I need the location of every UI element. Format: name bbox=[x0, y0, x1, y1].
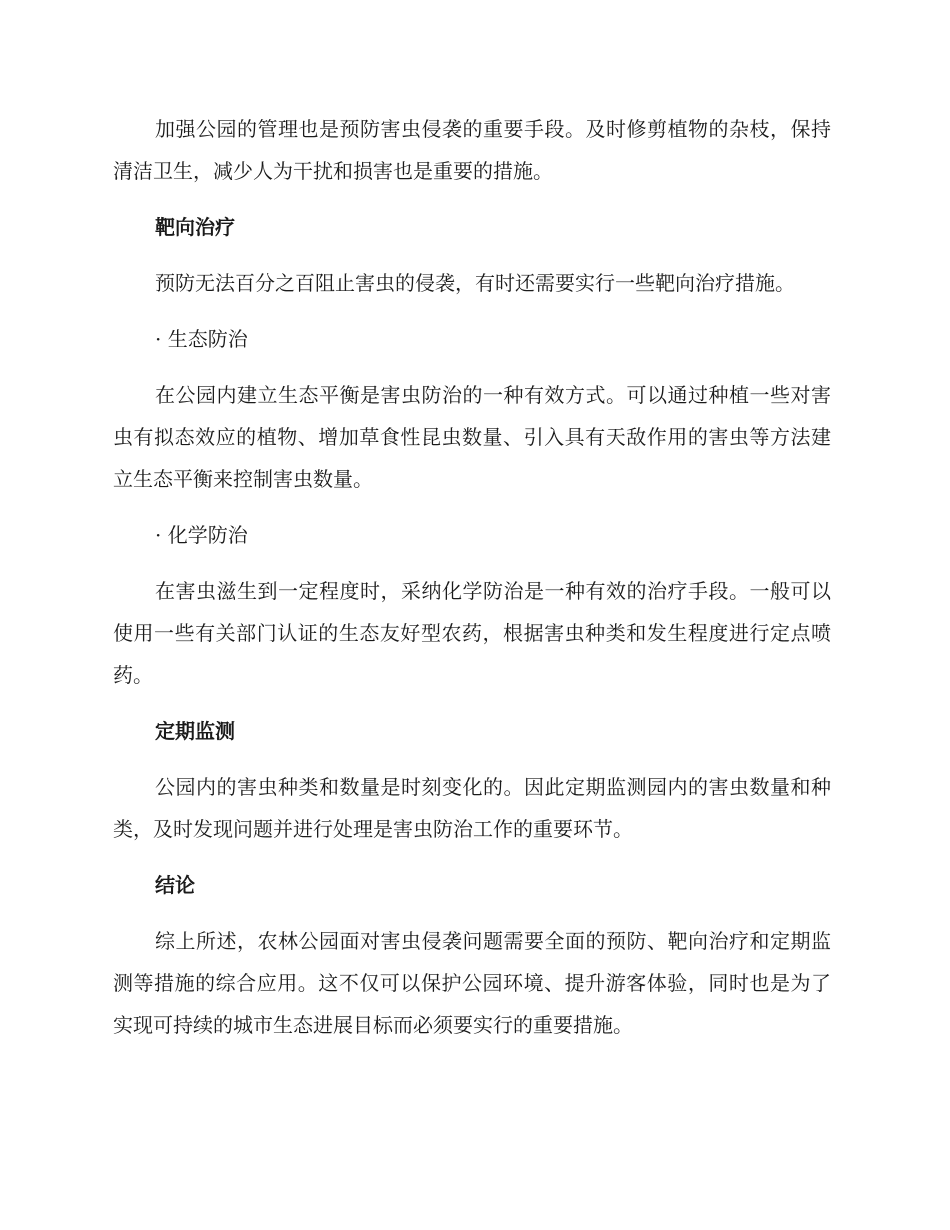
paragraph-park-management: 加强公园的管理也是预防害虫侵袭的重要手段。及时修剪植物的杂枝，保持清洁卫生，减少人为干扰和损害也是重要的措施。 bbox=[113, 117, 831, 183]
heading-regular-monitoring: 定期监测 bbox=[155, 719, 235, 743]
heading-targeted-treatment: 靶向治疗 bbox=[155, 215, 235, 239]
heading-conclusion: 结论 bbox=[155, 873, 195, 897]
paragraph-conclusion: 综上所述，农林公园面对害虫侵袭问题需要全面的预防、靶向治疗和定期监测等措施的综合应用。这不仅可以保护公园环境、提升游客体验，同时也是为了实现可持续的城市生态进展目标而必须要实行的重要措施。 bbox=[113, 929, 831, 1037]
bullet-ecological-control: · 生态防治 bbox=[155, 327, 248, 351]
document-page bbox=[113, 108, 831, 1046]
bullet-chemical-control: · 化学防治 bbox=[155, 523, 248, 547]
paragraph-targeted-intro: 预防无法百分之百阻止害虫的侵袭，有时还需要实行一些靶向治疗措施。 bbox=[155, 271, 795, 295]
paragraph-chemical-control: 在害虫滋生到一定程度时，采纳化学防治是一种有效的治疗手段。一般可以使用一些有关部门认证的生态友好型农药，根据害虫种类和发生程度进行定点喷药。 bbox=[113, 579, 831, 687]
paragraph-regular-monitoring: 公园内的害虫种类和数量是时刻变化的。因此定期监测园内的害虫数量和种类，及时发现问题并进行处理是害虫防治工作的重要环节。 bbox=[113, 775, 831, 841]
paragraph-ecological-control: 在公园内建立生态平衡是害虫防治的一种有效方式。可以通过种植一些对害虫有拟态效应的植物、增加草食性昆虫数量、引入具有天敌作用的害虫等方法建立生态平衡来控制害虫数量。 bbox=[113, 383, 831, 491]
